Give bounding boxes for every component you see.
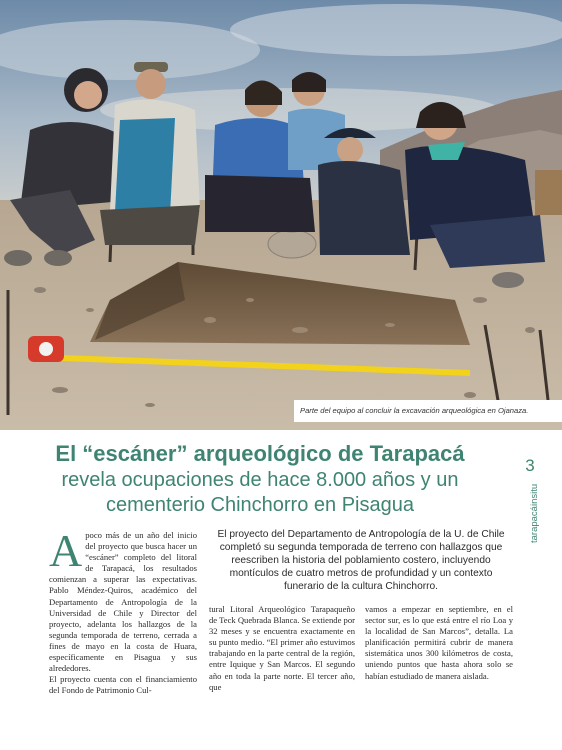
paragraph-2: El proyecto cuenta con el financiamiento del Fondo de Patrimonio Cul- — [49, 674, 197, 696]
headline-line-1: El “escáner” arqueológico de Tarapacá — [55, 441, 465, 466]
article-column-3 — [365, 604, 513, 682]
article-lead: El proyecto del Departamento de Antropología de la U. de Chile completó su segunda temporada de terreno con hallazgos que reescriben la historia del poblamiento costero, incluyendo montículos de cuatro metros de profundidad y un contexto funerario de la cultura Chinchorro. — [217, 529, 505, 592]
page-number: 3 — [525, 456, 535, 475]
paragraph-1: poco más de un año del inicio del proyecto que busca hacer un “escáner” completo del litoral de Tarapacá, los resultados comienzan a superar las expectativas. Pablo Méndez-Quiros, académico del Departamento de Antropología de la Universidad de Chile y Director del proyecto, adelanta los hallazgos de la segunda temporada de terreno, cerrada a fines de mayo en la costa de Huara, específicamente en Pisagua y sus alrededores. — [49, 530, 197, 674]
article-column-2 — [209, 604, 355, 693]
drop-cap: A — [49, 525, 83, 576]
article-headline — [0, 440, 520, 518]
publication-brand: tarapacáinsitu — [529, 483, 540, 543]
column-2-text: tural Litoral Arqueológico Tarapaqueño de Teck Quebrada Blanca. Se extiende por 32 meses y se encuentra exactamente en su punto medio. “El primer año estuvimos trabajando en la parte central de la región, entre Iquique y San Marcos. El segundo año en toda la parte norte. El tercer año, que — [209, 604, 355, 692]
article-column-1 — [49, 525, 197, 696]
column-3-text: vamos a empezar en septiembre, en el sector sur, es lo que está entre el río Loa y la localidad de San Marcos”, detalla. La planificación permitirá cubrir de manera sistemática unos 300 kilómetros de costa, uniendo puntos que hasta ahora solo se habían estudiado de manera aislada. — [365, 604, 513, 681]
headline-line-2: revela ocupaciones de hace 8.000 años y un — [61, 469, 459, 491]
headline-line-3: cementerio Chinchorro en Pisagua — [106, 494, 414, 516]
photo-caption: Parte del equipo al concluir la excavación arqueológica en Ojanaza. — [294, 400, 562, 422]
